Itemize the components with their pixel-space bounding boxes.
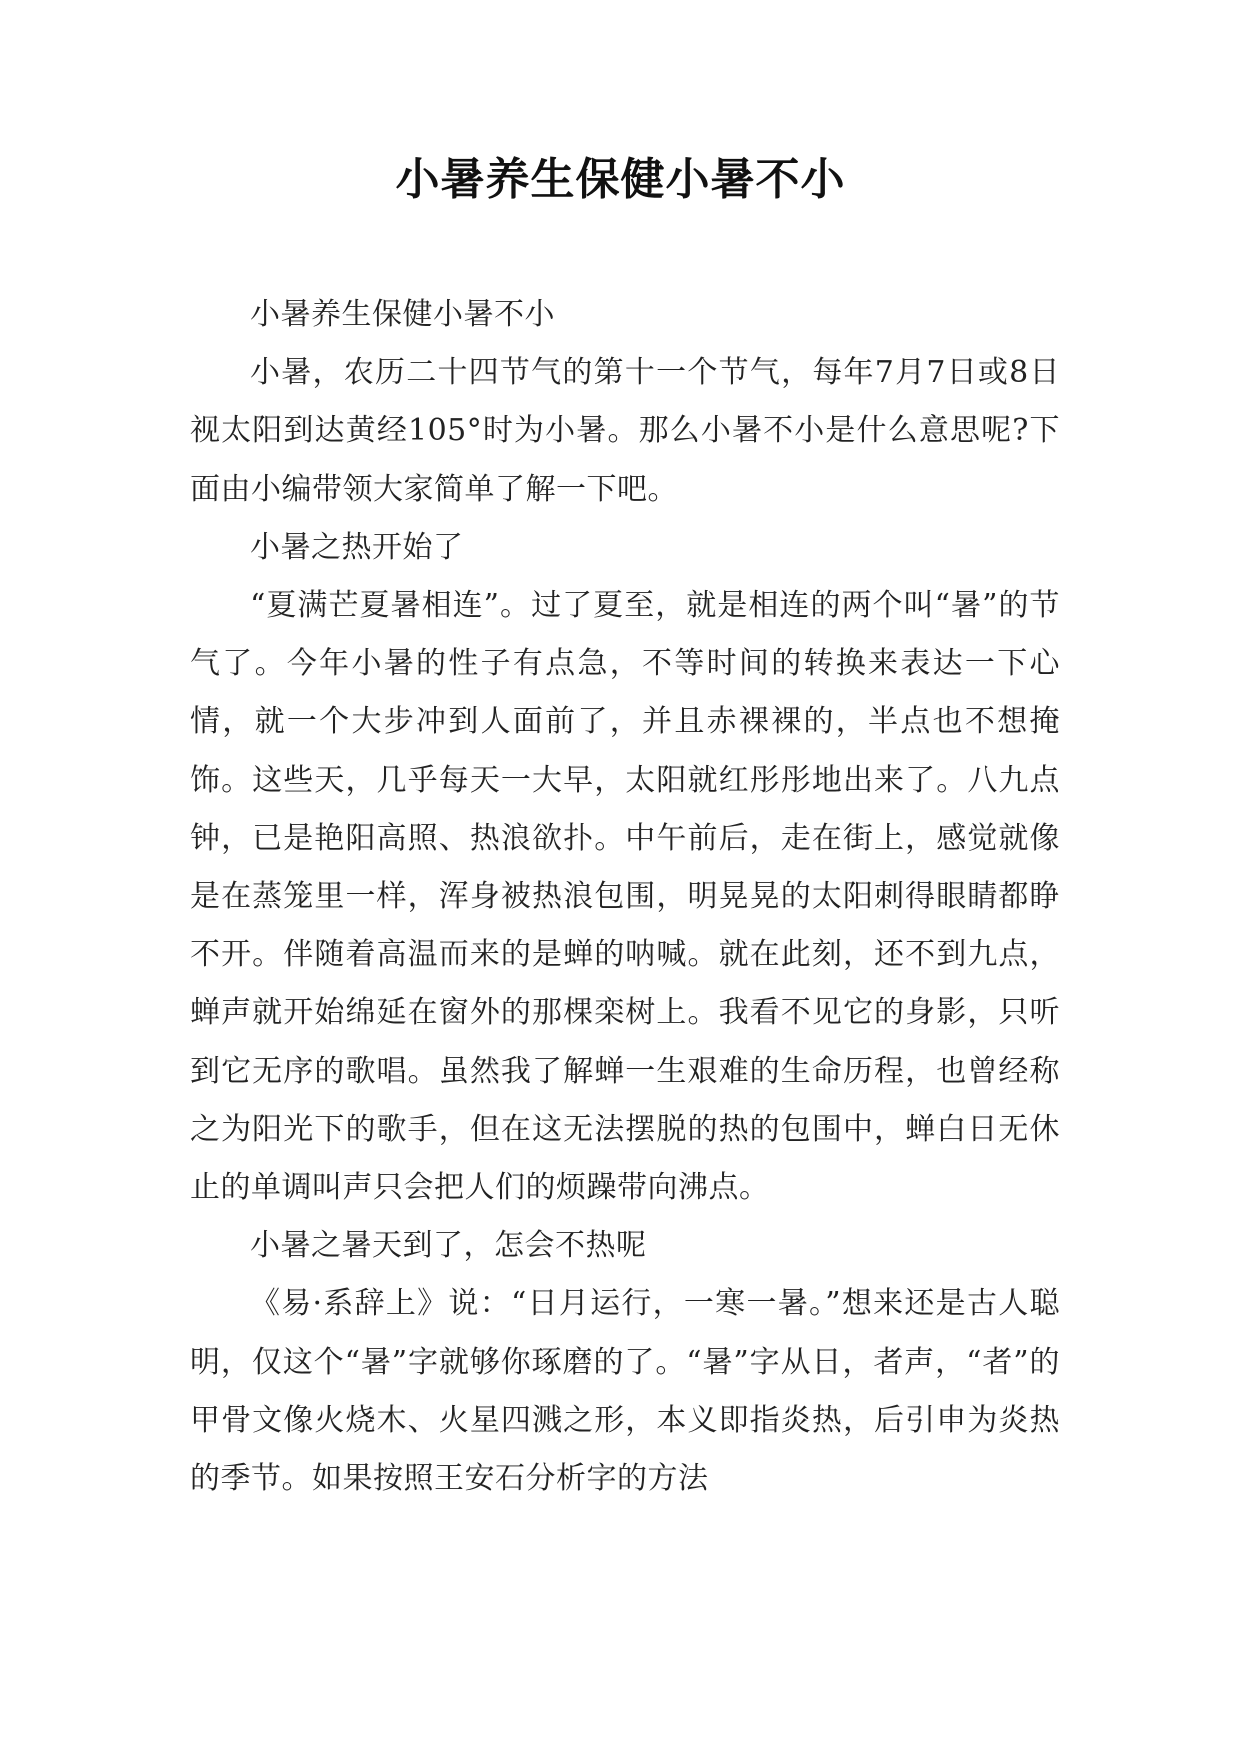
paragraph-heading-heat-begins: 小暑之热开始了 (250, 529, 464, 565)
document-body (190, 286, 1060, 1508)
paragraph-heat-description: “夏满芒夏暑相连”。过了夏至，就是相连的两个叫“暑”的节气了。今年小暑的性子有点急，不等时间的转换来表达一下心情，就一个大步冲到人面前了，并且赤裸裸的，半点也不想掩饰。这些天，几乎每天一大早，太阳就红彤彤地出来了。八九点钟，已是艳阳高照、热浪欲扑。中午前后，走在街上，感觉就像是在蒸笼里一样，浑身被热浪包围，明晃晃的太阳刺得眼睛都睁不开。伴随着高温而来的是蝉的呐喊。就在此刻，还不到九点，蝉声就开始绵延在窗外的那棵栾树上。我看不见它的身影，只听到它无序的歌唱。虽然我了解蝉一生艰难的生命历程，也曾经称之为阳光下的歌手，但在这无法摆脱的热的包围中，蝉白日无休止的单调叫声只会把人们的烦躁带向沸点。 (190, 588, 1060, 1206)
paragraph-heading-intro: 小暑养生保健小暑不小 (250, 297, 555, 332)
paragraph-character-analysis: 《易·系辞上》说：“日月运行，一寒一暑。”想来还是古人聪明，仅这个“暑”字就够你琢磨的了。“暑”字从日，者声，“者”的甲骨文像火烧木、火星四溅之形，本义即指炎热，后引申为炎热的季节。如果按照王安石分析字的方法 (190, 1286, 1060, 1497)
paragraph-heading-summer-arrives: 小暑之暑天到了，怎会不热呢 (250, 1228, 647, 1264)
document-title: 小暑养生保健小暑不小 (395, 154, 846, 205)
paragraph-intro: 小暑，农历二十四节气的第十一个节气，每年7月7日或8日视太阳到达黄经105°时为小暑。那么小暑不小是什么意思呢?下面由小编带领大家简单了解一下吧。 (190, 355, 1060, 507)
